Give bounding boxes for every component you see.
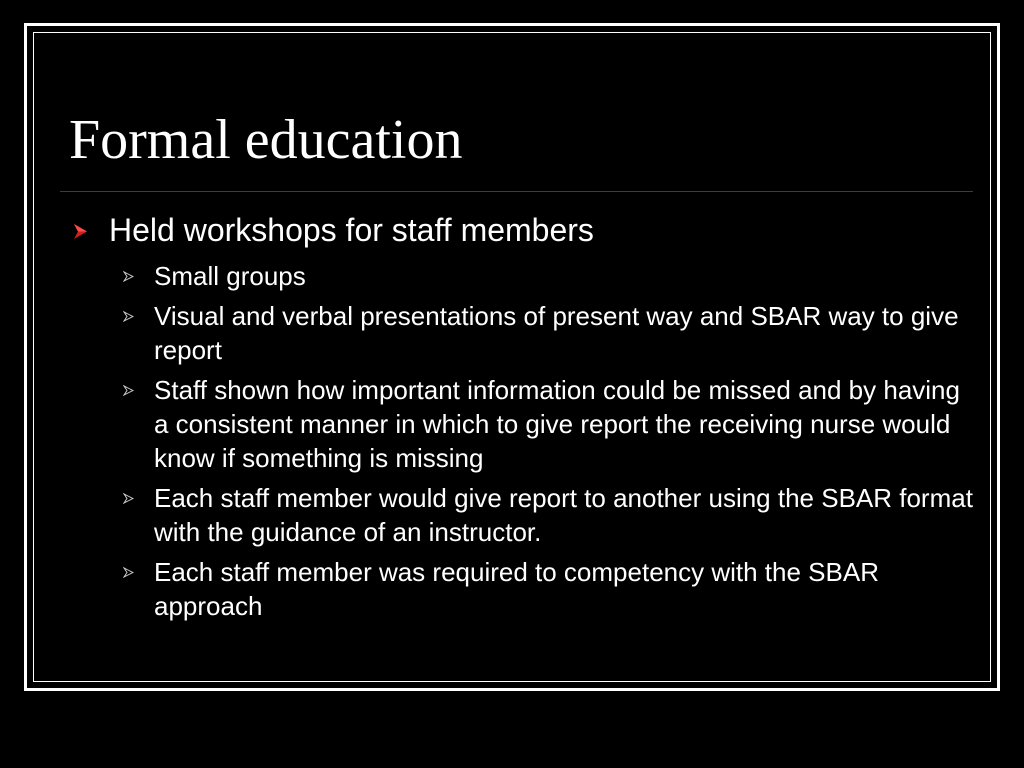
sub-bullet-item [123,259,973,293]
sub-bullet-text: Staff shown how important information could be missed and by having a consistent manner in which to give report the receiving nurse would know if something is missing [154,375,960,473]
sub-bullet-text: Each staff member would give report to another using the SBAR format with the guidance of an instructor. [154,483,973,547]
sub-bullet-text: Each staff member was required to competency with the SBAR approach [154,557,879,621]
sub-bullet-text: Small groups [154,261,306,291]
slide-title: Formal education [69,109,463,171]
arrowhead-bullet-icon [123,385,134,396]
sub-bullet-item [123,555,973,623]
title-divider [60,191,973,192]
sub-bullet-text: Visual and verbal presentations of present way and SBAR way to give report [154,301,959,365]
arrowhead-bullet-icon [123,567,134,578]
bullet-level1-text: Held workshops for staff members [109,212,594,248]
sub-bullet-item [123,299,973,367]
sub-bullet-item [123,481,973,549]
sub-bullet-list [123,259,973,629]
arrowhead-bullet-icon [123,493,134,504]
arrowhead-bullet-icon [72,223,89,240]
sub-bullet-item [123,373,973,475]
arrowhead-bullet-icon [123,311,134,322]
arrowhead-bullet-icon [123,271,134,282]
